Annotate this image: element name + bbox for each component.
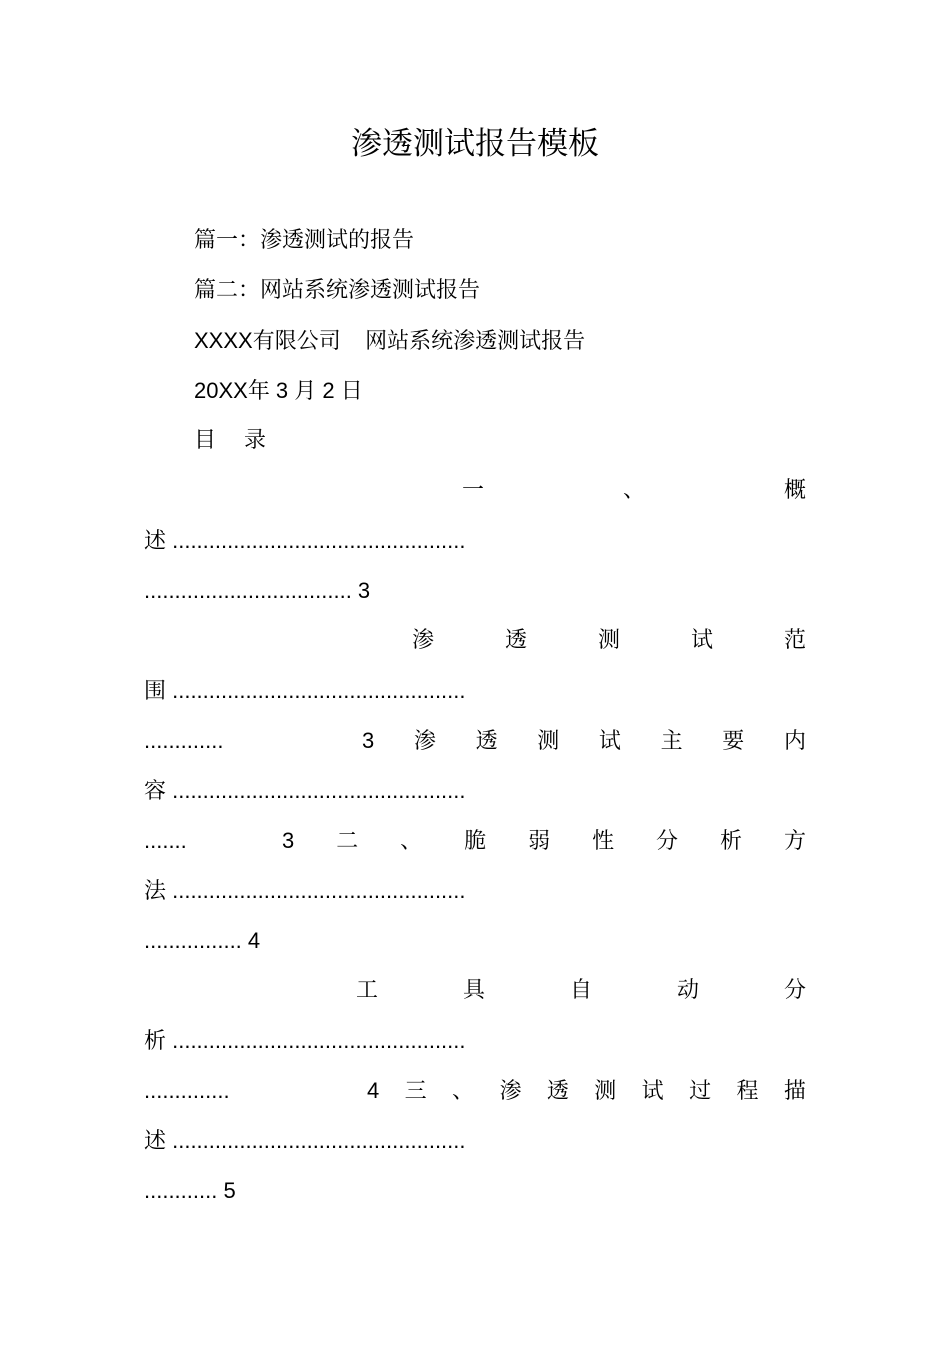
toc-char: 析 <box>720 828 743 853</box>
toc-char: 、 <box>400 828 423 853</box>
toc-char: 二 <box>336 828 359 853</box>
toc-page-number: 3 <box>282 828 295 853</box>
toc-char: 性 <box>592 828 615 853</box>
toc-row: .................................. 3 <box>144 578 371 603</box>
toc-leader: ....... <box>144 828 187 853</box>
toc-page-number: 4 <box>367 1078 380 1103</box>
company-report-line: XXXX有限公司 网站系统渗透测试报告 <box>194 328 586 353</box>
toc-char: 脆 <box>464 828 487 853</box>
toc-row: 容 ................................................ <box>144 778 466 803</box>
toc-char: 过 <box>689 1078 712 1103</box>
toc-char: 测 <box>597 628 620 653</box>
toc-char: 概 <box>783 478 806 503</box>
toc-row: 法 ................................................ <box>144 878 466 903</box>
toc-leader: .............. <box>144 1078 230 1103</box>
toc-char: 弱 <box>528 828 551 853</box>
toc-char: 一 <box>462 478 485 503</box>
toc-leader: ............. <box>144 728 224 753</box>
toc-char: 试 <box>690 628 713 653</box>
report-date: 20XX年 3 月 2 日 <box>194 378 363 403</box>
toc-char: 内 <box>783 728 806 753</box>
toc-row: 析 ................................................ <box>144 1028 466 1053</box>
toc-char: 试 <box>598 728 621 753</box>
toc-char: 自 <box>569 978 592 1003</box>
toc-char: 要 <box>722 728 745 753</box>
toc-row: 述 ................................................ <box>144 528 466 553</box>
toc-char: 测 <box>594 1078 617 1103</box>
toc-char: 具 <box>462 978 485 1003</box>
toc-row <box>356 976 806 1006</box>
toc-char: 、 <box>622 478 645 503</box>
toc-char: 透 <box>546 1078 569 1103</box>
toc-char: 主 <box>660 728 683 753</box>
toc-row: 述 ................................................ <box>144 1128 466 1153</box>
toc-char: 描 <box>783 1078 806 1103</box>
toc-heading: 目 录 <box>194 428 266 453</box>
toc-char: 渗 <box>499 1078 522 1103</box>
toc-row <box>282 826 806 856</box>
toc-char: 透 <box>504 628 527 653</box>
toc-char: 三 <box>404 1078 427 1103</box>
toc-page-number: 3 <box>362 728 375 753</box>
toc-char: 范 <box>783 628 806 653</box>
toc-char: 渗 <box>412 628 435 653</box>
toc-row: ................ 4 <box>144 928 261 953</box>
heading-part-one: 篇一：渗透测试的报告 <box>194 228 415 253</box>
toc-char: 测 <box>537 728 560 753</box>
toc-char: 动 <box>676 978 699 1003</box>
toc-char: 分 <box>783 978 806 1003</box>
heading-part-two: 篇二：网站系统渗透测试报告 <box>194 278 481 303</box>
toc-row <box>462 476 806 506</box>
page-title: 渗透测试报告模板 <box>351 126 599 162</box>
toc-char: 程 <box>736 1078 759 1103</box>
toc-row: ............ 5 <box>144 1178 236 1203</box>
toc-char: 、 <box>452 1078 475 1103</box>
toc-row <box>362 726 806 756</box>
toc-row <box>412 626 806 656</box>
toc-char: 分 <box>656 828 679 853</box>
toc-char: 方 <box>783 828 806 853</box>
toc-row <box>367 1076 806 1106</box>
toc-char: 透 <box>475 728 498 753</box>
toc-row: 围 ................................................ <box>144 678 466 703</box>
toc-char: 工 <box>356 978 379 1003</box>
toc-char: 试 <box>641 1078 664 1103</box>
toc-char: 渗 <box>413 728 436 753</box>
